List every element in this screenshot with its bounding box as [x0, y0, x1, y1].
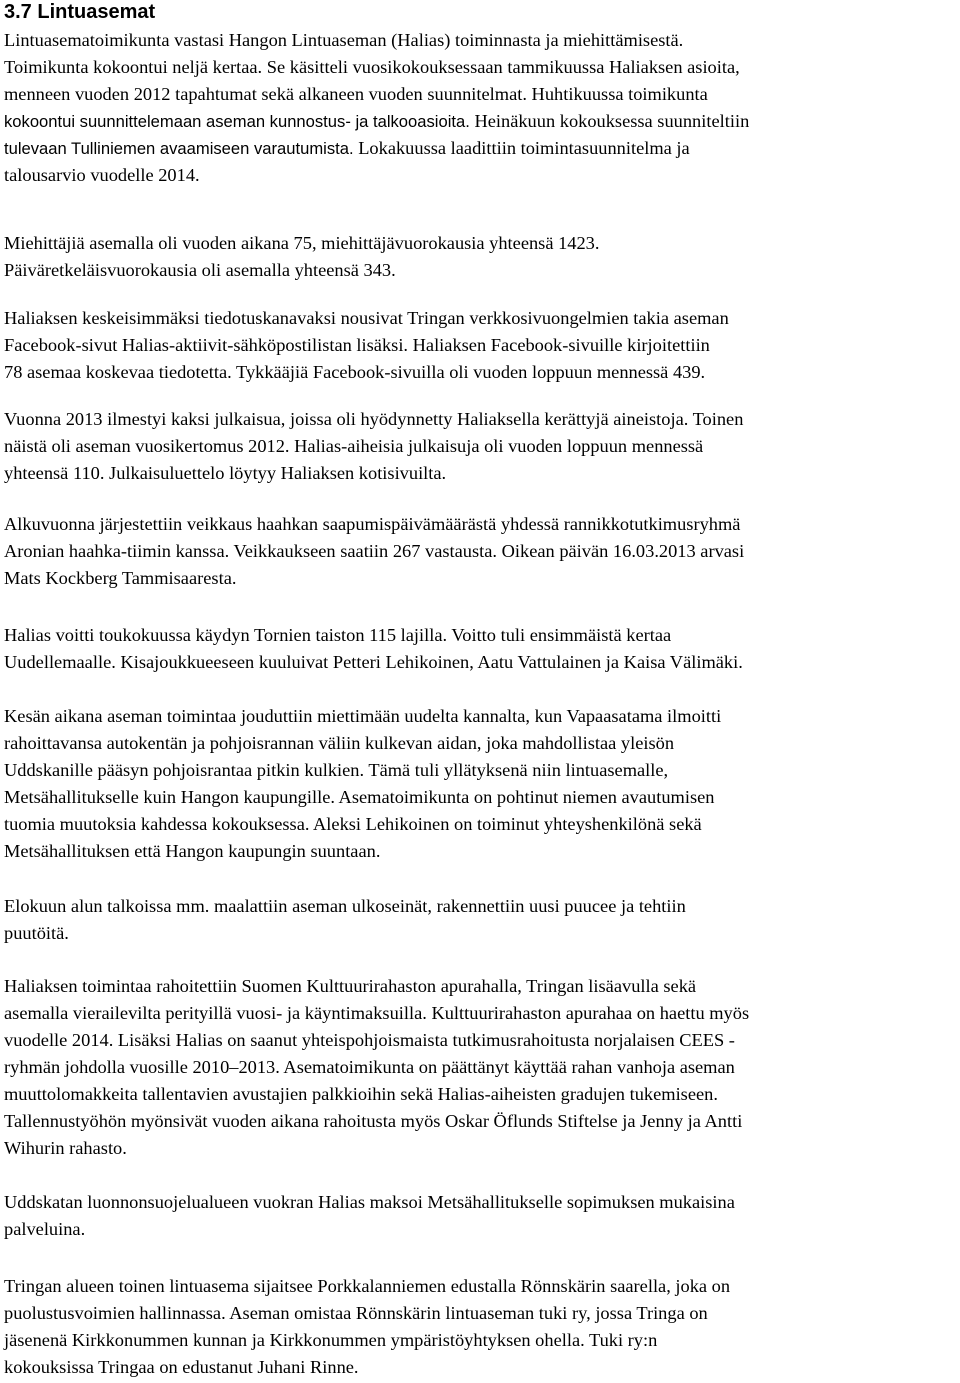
- text-segment: tulevaan Tulliniemen avaamiseen varautumista.: [4, 139, 359, 158]
- text-line: [4, 1300, 960, 1327]
- text-segment: Alkuvuonna järjestettiin veikkaus haahkan saapumispäivämäärästä yhdessä rannikkotutkimusryhmä: [4, 514, 741, 534]
- text-segment: Mats Kockberg Tammisaaresta.: [4, 568, 237, 588]
- text-line: [4, 784, 960, 811]
- text-segment: Haliaksen toimintaa rahoitettiin Suomen Kulttuurirahaston apurahalla, Tringan lisäavulla sekä: [4, 976, 697, 996]
- text-line: [4, 230, 960, 257]
- text-segment: vuodelle 2014. Lisäksi Halias on saanut yhteispohjoismaista tutkimusrahoitusta norjalaisen CEES -: [4, 1030, 735, 1050]
- text-line: [4, 406, 960, 433]
- text-line: [4, 703, 960, 730]
- text-line: [4, 893, 960, 920]
- paragraph-lease: [4, 1189, 960, 1243]
- text-line: [4, 538, 960, 565]
- text-segment: rahoittavansa autokentän ja pohjoisrannan väliin kulkevan aidan, joka mahdollistaa yleisön: [4, 733, 675, 753]
- text-line: [4, 973, 960, 1000]
- text-line: [4, 108, 960, 135]
- text-segment: Lintuasematoimikunta vastasi Hangon Lintuaseman (Halias) toiminnasta ja miehittämisestä.: [4, 30, 684, 50]
- text-line: [4, 1135, 960, 1162]
- text-line: [4, 1027, 960, 1054]
- text-line: [4, 257, 960, 284]
- text-segment: Halias voitti toukokuussa käydyn Tornien taiston 115 lajilla. Voitto tuli ensimmäistä kertaa: [4, 625, 672, 645]
- text-line: [4, 1108, 960, 1135]
- paragraph-committee: [4, 27, 960, 189]
- text-segment: kokoontui suunnittelemaan aseman kunnostus- ja talkooasioita.: [4, 112, 475, 131]
- paragraph-public-access: [4, 703, 960, 865]
- paragraph-communication: [4, 305, 960, 386]
- text-segment: Vuonna 2013 ilmestyi kaksi julkaisua, joissa oli hyödynnetty Haliaksella kerättyjä aineistoja. Toinen: [4, 409, 744, 429]
- text-line: [4, 1000, 960, 1027]
- text-segment: Uudellemaalle. Kisajoukkueeseen kuuluivat Petteri Lehikoinen, Aatu Vattulainen ja Kaisa Välimäki.: [4, 652, 743, 672]
- paragraph-eider-contest: [4, 511, 960, 592]
- text-segment: palveluina.: [4, 1219, 86, 1239]
- paragraph-staffing: [4, 230, 960, 284]
- text-segment: Elokuun alun talkoissa mm. maalattiin aseman ulkoseinät, rakennettiin uusi puucee ja tehtiin: [4, 896, 686, 916]
- text-line: [4, 359, 960, 386]
- text-segment: näistä oli aseman vuosikertomus 2012. Halias-aiheisia julkaisuja oli vuoden loppuun mennessä: [4, 436, 704, 456]
- text-segment: tuomia muutoksia kahdessa kokouksessa. Aleksi Lehikoinen on toiminut yhteyshenkilönä sekä: [4, 814, 702, 834]
- text-segment: Facebook-sivut Halias-aktiivit-sähköpostilistan lisäksi. Haliaksen Facebook-sivuille kirjoitettiin: [4, 335, 710, 355]
- text-line: [4, 81, 960, 108]
- text-segment: Lokakuussa laadittiin toimintasuunnitelma ja: [358, 138, 690, 158]
- text-segment: Haliaksen keskeisimmäksi tiedotuskanavaksi nousivat Tringan verkkosivuongelmien takia aseman: [4, 308, 729, 328]
- text-line: [4, 511, 960, 538]
- text-line: [4, 433, 960, 460]
- text-line: [4, 1216, 960, 1243]
- text-line: [4, 649, 960, 676]
- text-line: [4, 460, 960, 487]
- text-segment: Tallennustyöhön myönsivät vuoden aikana rahoitusta myös Oskar Öflunds Stiftelse ja Jenny ja Antti: [4, 1111, 743, 1131]
- text-segment: Miehittäjiä asemalla oli vuoden aikana 75, miehittäjävuorokausia yhteensä 1423.: [4, 233, 600, 253]
- text-line: [4, 162, 960, 189]
- text-segment: ryhmän johdolla vuosille 2010–2013. Asematoimikunta on päättänyt käyttää rahan vanhoja aseman: [4, 1057, 735, 1077]
- paragraph-funding: [4, 973, 960, 1162]
- paragraph-tower-contest: [4, 622, 960, 676]
- text-line: [4, 838, 960, 865]
- text-line: [4, 565, 960, 592]
- section-heading: 3.7 Lintuasemat: [4, 1, 156, 23]
- text-segment: Wihurin rahasto.: [4, 1138, 127, 1158]
- text-segment: Aronian haahka-tiimin kanssa. Veikkaukseen saatiin 267 vastausta. Oikean päivän 16.03.2013 arvasi: [4, 541, 745, 561]
- text-segment: Metsähallitukselle kuin Hangon kaupungille. Asematoimikunta on pohtinut niemen avautumisen: [4, 787, 715, 807]
- text-segment: asemalla vierailevilta perityillä vuosi- ja käyntimaksuilla. Kulttuurirahaston apurahaa on haettu myös: [4, 1003, 750, 1023]
- text-segment: Uddskanille pääsyn pohjoisrantaa pitkin kulkien. Tämä tuli yllätyksenä niin lintuasemalle,: [4, 760, 669, 780]
- text-line: [4, 305, 960, 332]
- text-line: [4, 332, 960, 359]
- text-line: [4, 135, 960, 162]
- text-line: [4, 757, 960, 784]
- text-line: [4, 1054, 960, 1081]
- text-line: [4, 730, 960, 757]
- text-segment: talousarvio vuodelle 2014.: [4, 165, 200, 185]
- text-line: [4, 622, 960, 649]
- text-segment: muuttolomakkeita tallentavien avustajien palkkioihin sekä Halias-aiheisten gradujen tukemiseen.: [4, 1084, 718, 1104]
- text-segment: puutöitä.: [4, 923, 69, 943]
- text-line: [4, 920, 960, 947]
- text-segment: kokouksissa Tringaa on edustanut Juhani Rinne.: [4, 1357, 359, 1377]
- paragraph-publications: [4, 406, 960, 487]
- text-segment: yhteensä 110. Julkaisuluettelo löytyy Haliaksen kotisivuilta.: [4, 463, 447, 483]
- text-line: [4, 1273, 960, 1300]
- text-segment: 78 asemaa koskevaa tiedotetta. Tykkääjiä Facebook-sivuilla oli vuoden loppuun mennessä 439.: [4, 362, 706, 382]
- text-line: [4, 811, 960, 838]
- text-segment: jäsenenä Kirkkonummen kunnan ja Kirkkonummen ympäristöyhtyksen ohella. Tuki ry:n: [4, 1330, 658, 1350]
- text-segment: Metsähallituksen että Hangon kaupungin suuntaan.: [4, 841, 381, 861]
- paragraph-ronnskar: [4, 1273, 960, 1381]
- text-segment: puolustusvoimien hallinnassa. Aseman omistaa Rönnskärin lintuaseman tuki ry, jossa Tringa on: [4, 1303, 708, 1323]
- text-segment: Toimikunta kokoontui neljä kertaa. Se käsitteli vuosikokouksessaan tammikuussa Haliaksen asioita,: [4, 57, 740, 77]
- text-line: [4, 54, 960, 81]
- text-line: [4, 27, 960, 54]
- text-segment: menneen vuoden 2012 tapahtumat sekä alkaneen vuoden suunnitelmat. Huhtikuussa toimikunta: [4, 84, 708, 104]
- text-line: [4, 1081, 960, 1108]
- paragraph-volunteer-work: [4, 893, 960, 947]
- text-segment: Tringan alueen toinen lintuasema sijaitsee Porkkalanniemen edustalla Rönnskärin saarella, joka on: [4, 1276, 731, 1296]
- text-segment: Heinäkuun kokouksessa suunniteltiin: [474, 111, 750, 131]
- text-line: [4, 1354, 960, 1381]
- text-segment: Päiväretkeläisvuorokausia oli asemalla yhteensä 343.: [4, 260, 396, 280]
- text-segment: Kesän aikana aseman toimintaa jouduttiin miettimään uudelta kannalta, kun Vapaasatama ilmoitti: [4, 706, 722, 726]
- text-line: [4, 1327, 960, 1354]
- text-line: [4, 1189, 960, 1216]
- text-segment: Uddskatan luonnonsuojelualueen vuokran Halias maksoi Metsähallitukselle sopimuksen mukaisina: [4, 1192, 735, 1212]
